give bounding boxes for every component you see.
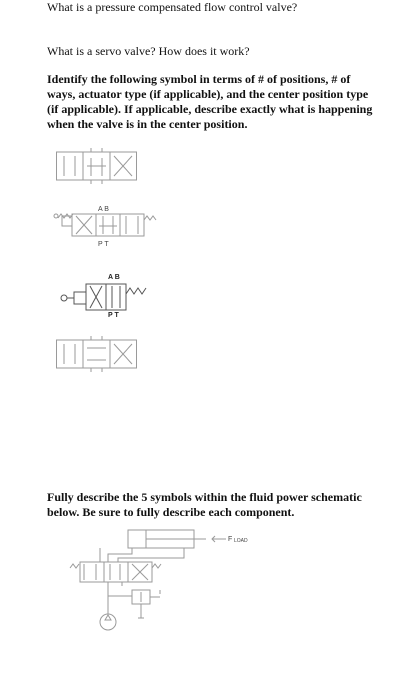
valve-symbol-1 (56, 148, 140, 186)
load-label: F (228, 536, 233, 543)
valve-symbol-2 (54, 204, 158, 248)
symbol-3-top-label: A B (108, 274, 120, 281)
valve-symbol-4 (56, 336, 140, 374)
symbol-2-bottom-label: P T (98, 241, 109, 248)
question-4: Fully describe the 5 symbols within the fluid power schematic below. Be sure to fully describe each component. (47, 490, 362, 519)
fluid-power-schematic (56, 528, 276, 638)
load-label-sub: LOAD (234, 538, 248, 544)
valve-symbol-3 (60, 272, 160, 318)
symbol-2-top-label: A B (98, 206, 109, 213)
question-3: Identify the following symbol in terms of # of positions, # of ways, actuator type (if applicable), and the center position type (if applicable). If applicable, describe exactly what is happening when the valve is in the center position. (47, 72, 373, 131)
question-2: What is a servo valve? How does it work? (47, 44, 250, 58)
symbol-3-bottom-label: P T (108, 312, 119, 319)
question-1: What is a pressure compensated flow control valve? (47, 0, 298, 14)
